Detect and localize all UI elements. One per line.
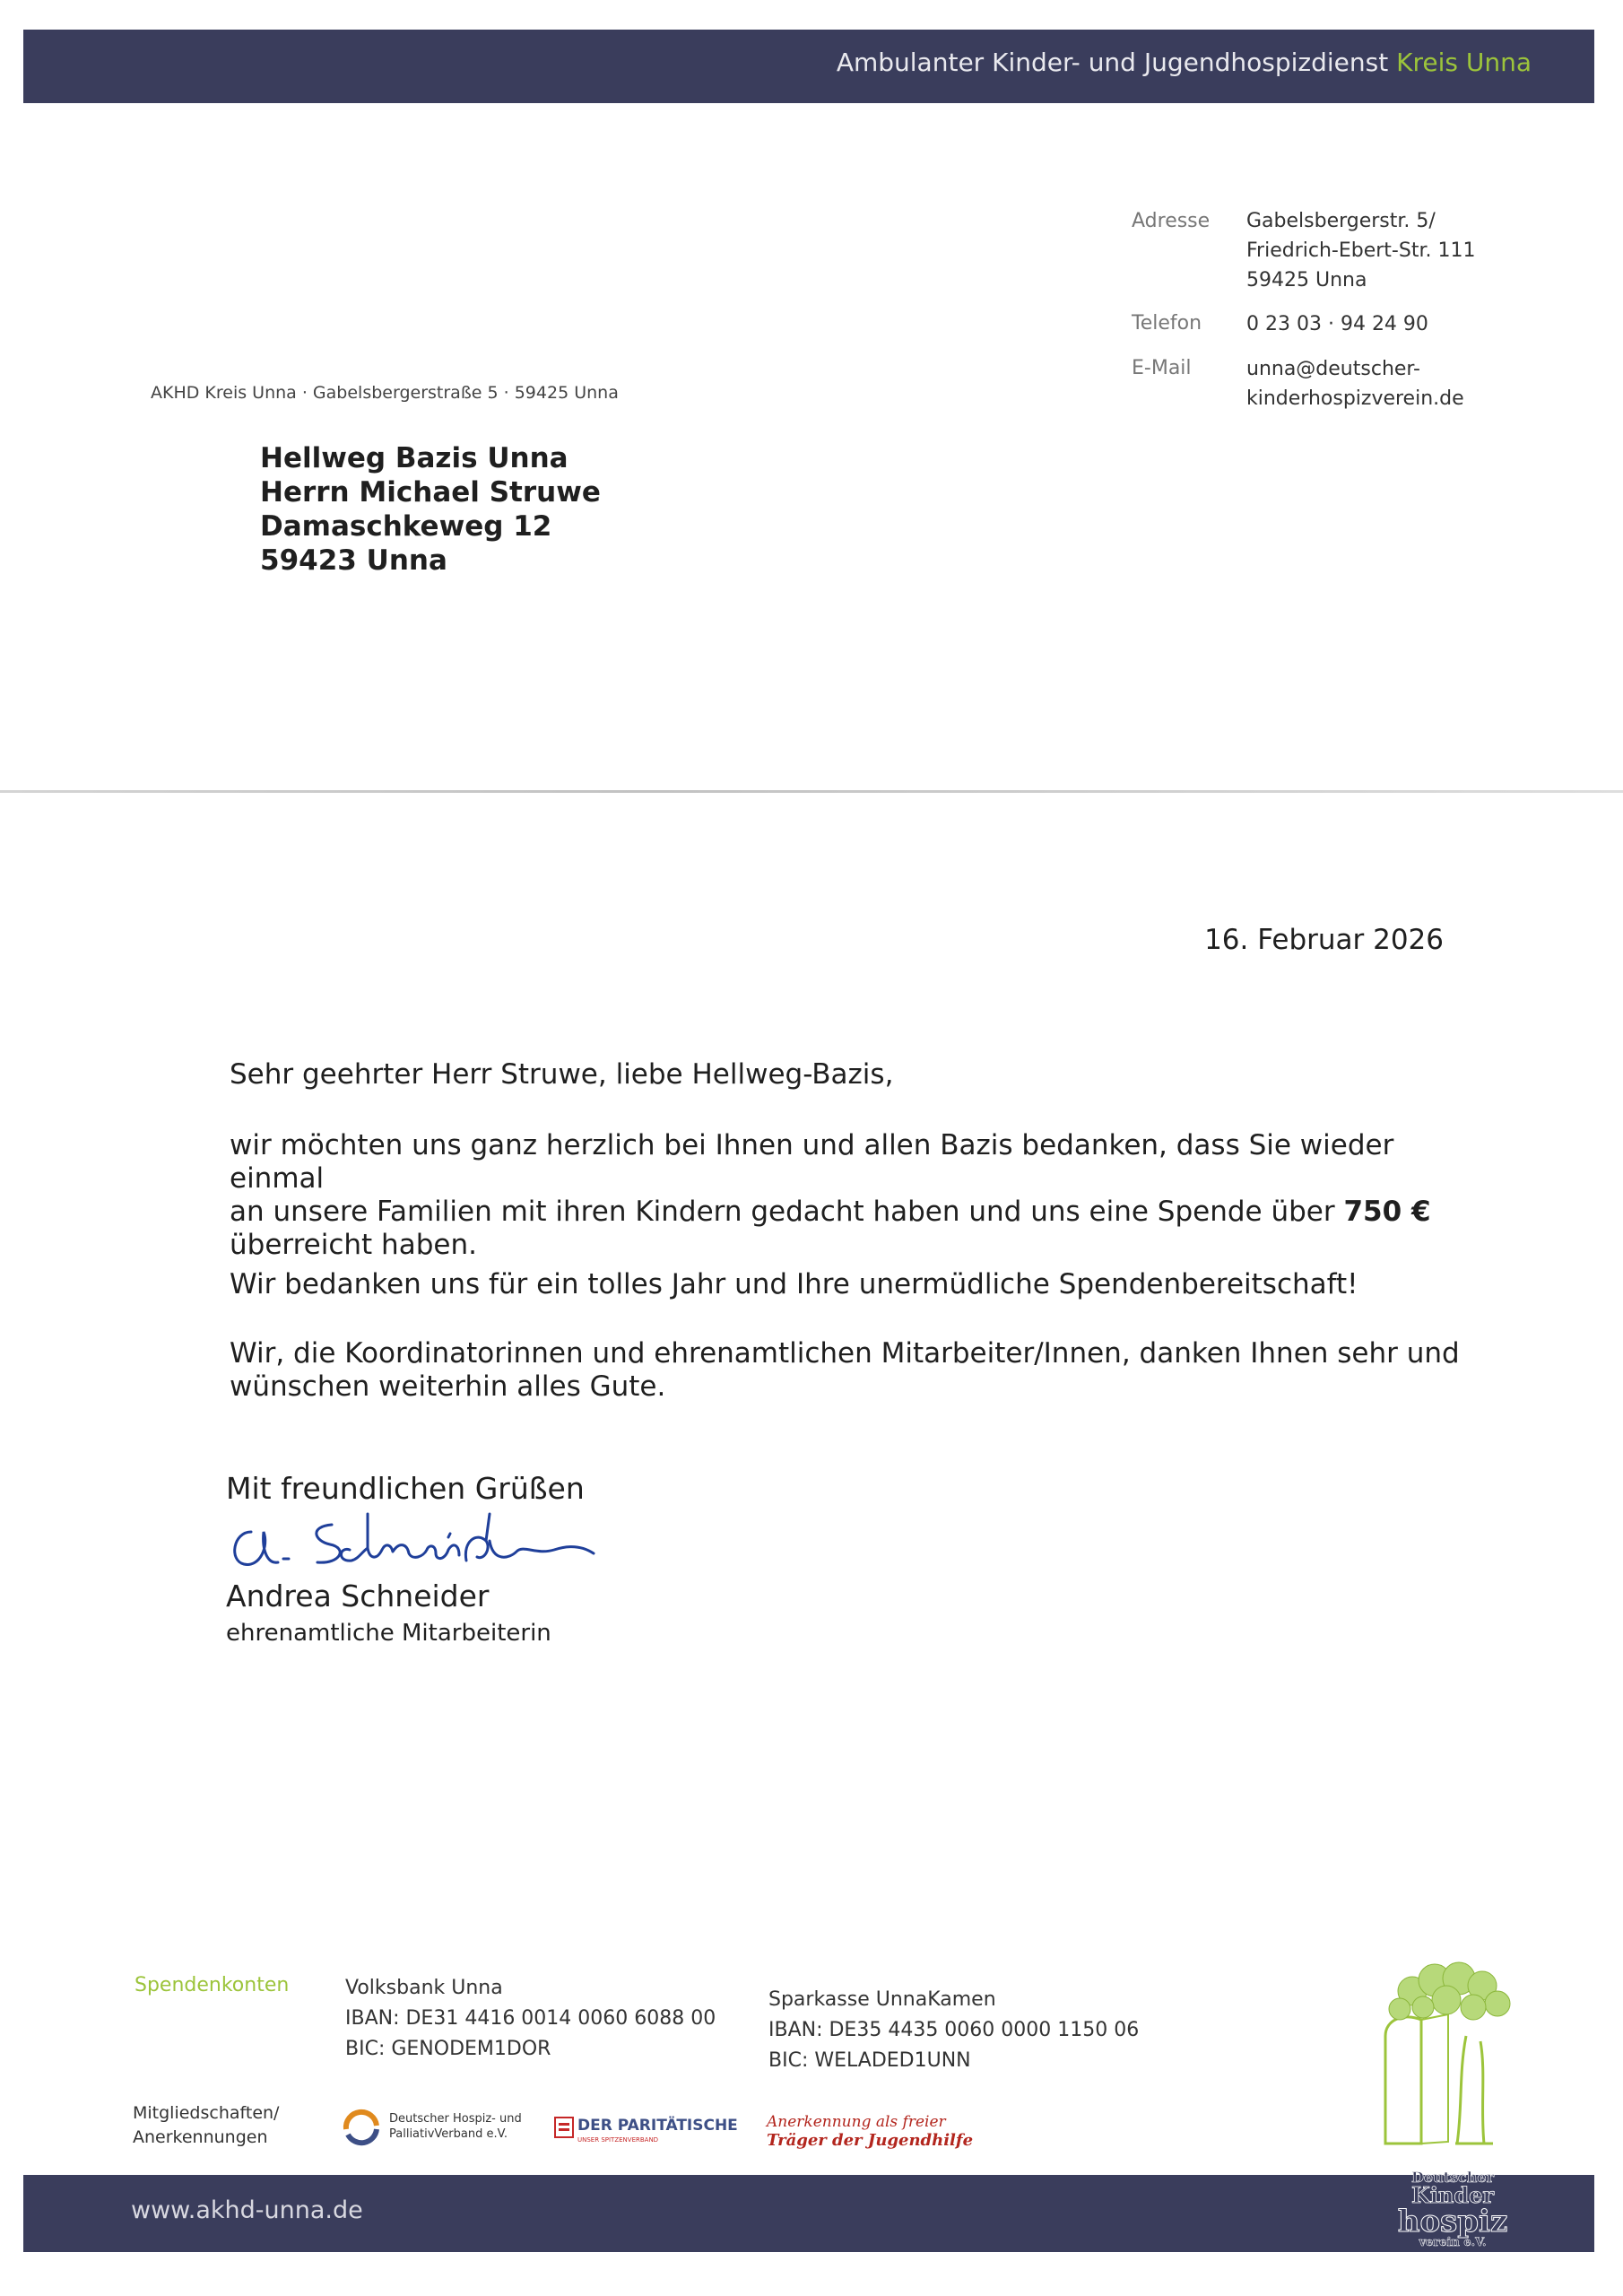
para3-line2: wünschen weiterhin alles Gute. [230,1370,666,1403]
memberships-line2: Anerkennungen [133,2127,268,2147]
para1-line2 [230,1196,1485,1229]
email-line: unna@deutscher- [1246,358,1420,380]
logo-line1: Deutscher [1410,2169,1495,2186]
kinderhospiz-logo [1350,1955,1529,2251]
recipient-name: Herrn Michael Struwe [260,476,601,509]
logo-line2: Kinder [1410,2182,1495,2208]
jugendhilfe-line2: Träger der Jugendhilfe [767,2131,974,2150]
header-title-accent: Kreis Unna [1396,48,1532,77]
address-line: Gabelsbergerstr. 5/ [1246,210,1436,232]
jugendhilfe-line1: Anerkennung als freier [767,2113,946,2131]
signature [224,1505,601,1580]
paragraph-2 [230,1268,1485,1301]
para1-line3: überreicht haben. [230,1229,477,1261]
donation-amount: 750 € [1343,1196,1431,1228]
logo-line4: verein e.V. [1419,2236,1487,2249]
paritaet-emblem-icon [554,2117,574,2138]
phone-label: Telefon [1132,312,1202,335]
address-label: Adresse [1132,210,1211,232]
memberships-line1: Mitgliedschaften/ [133,2103,280,2123]
paritaet-name: DER PARITÄTISCHE [577,2117,738,2135]
closing: Mit freundlichen Grüßen [226,1471,585,1506]
handwritten-signature [224,1505,601,1577]
paritaet-sub: UNSER SPITZENVERBAND [577,2136,659,2144]
kinderhospiz-wordmark [1385,2170,1520,2248]
header-bar [23,30,1594,103]
dhpv-line1: Deutscher Hospiz- und [389,2112,522,2126]
recipient-street: Damaschkeweg 12 [260,510,552,543]
recipient-city: 59423 Unna [260,544,447,577]
phone-value: 0 23 03 · 94 24 90 [1246,313,1428,335]
para3-line1: Wir, die Koordinatorinnen und ehrenamtlichen Mitarbeiter/Innen, danken Ihnen sehr und [230,1337,1460,1370]
sender-line: AKHD Kreis Unna · Gabelsbergerstraße 5 · 59425 Unna [151,383,619,403]
salutation [230,1058,1485,1091]
dhpv-line2: PalliativVerband e.V. [389,2127,508,2141]
email-label: E-Mail [1132,357,1192,379]
signer-name: Andrea Schneider [226,1578,490,1613]
header-title [837,48,1532,77]
bank-name: Volksbank Unna [345,1977,503,1999]
bank-iban: IBAN: DE35 4435 0060 0000 1150 06 [768,2019,1140,2041]
bank-bic: BIC: GENODEM1DOR [345,2038,551,2060]
bank-sparkasse [768,1985,1139,2076]
tree-door-icon [1350,1955,1529,2161]
dhpv-logo [341,2106,538,2151]
website-link[interactable]: www.akhd-unna.de [131,2196,363,2224]
dhpv-text [389,2111,522,2142]
recipient-org: Hellweg Bazis Unna [260,442,568,474]
dhpv-emblem-icon [341,2108,382,2149]
salutation-text: Sehr geehrter Herr Struwe, liebe Hellweg-Bazis, [230,1058,894,1091]
email-block [1246,354,1464,413]
para2-text: Wir bedanken uns für ein tolles Jahr und Ihre unermüdliche Spendenbereitschaft! [230,1268,1358,1300]
para1-line1: wir möchten uns ganz herzlich bei Ihnen und allen Bazis bedanken, dass Sie wieder einmal [230,1129,1394,1195]
recipient-address [260,441,601,578]
logo-line3: hospiz [1397,2204,1508,2239]
bank-bic: BIC: WELADED1UNN [768,2049,971,2072]
bank-volksbank [345,1973,716,2065]
email-line: kinderhospizverein.de [1246,387,1464,410]
letter-date: 16. Februar 2026 [1204,924,1444,956]
paragraph-3 [230,1337,1485,1404]
jugendhilfe-recognition [767,2113,973,2150]
address-line: Friedrich-Ebert-Str. 111 [1246,239,1476,262]
paragraph-1 [230,1129,1485,1262]
accounts-label: Spendenkonten [135,1974,290,1996]
bank-name: Sparkasse UnnaKamen [768,1988,996,2011]
address-line: 59425 Unna [1246,269,1367,291]
paritaet-logo [554,2113,742,2152]
para1-line2-text: an unsere Familien mit ihren Kindern gedacht haben und uns eine Spende über [230,1196,1335,1228]
address-block [1246,206,1475,295]
bank-iban: IBAN: DE31 4416 0014 0060 6088 00 [345,2007,716,2030]
fold-line [0,790,1623,793]
memberships-label [133,2101,279,2150]
signer-role: ehrenamtliche Mitarbeiterin [226,1620,551,1647]
header-title-main: Ambulanter Kinder- und Jugendhospizdienst [836,48,1389,77]
